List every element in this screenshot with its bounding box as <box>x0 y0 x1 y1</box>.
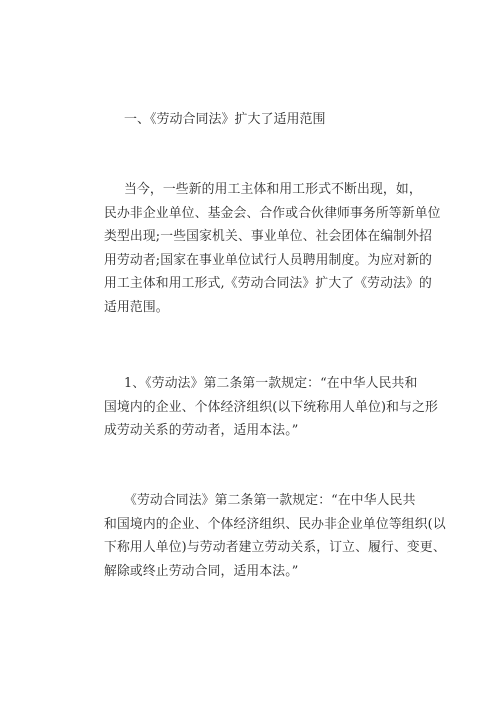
paragraph-labor-law-article <box>104 372 438 443</box>
paragraph-line: 1、《劳动法》第二条第一款规定：“在中华人民共和 <box>124 376 418 391</box>
paragraph-line: 和国境内的企业、个体经济组织、民办非企业单位等组织(以 <box>104 516 446 532</box>
section-heading: 一、《劳动合同法》扩大了适用范围 <box>124 112 326 127</box>
paragraph-line: 民办非企业单位、基金会、合作或合伙律师事务所等新单位 <box>104 205 441 221</box>
paragraph-line: 下称用人单位)与劳动者建立劳动关系，订立、履行、变更、 <box>104 540 446 555</box>
paragraph-contract-law-article <box>104 489 446 583</box>
paragraph-line: 《劳动合同法》第二条第一款规定：“在中华人民共 <box>124 493 416 508</box>
paragraph-line: 类型出现;一些国家机关、事业单位、社会团体在编制外招 <box>104 229 433 244</box>
paragraph-line: 当今，一些新的用工主体和用工形式不断出现，如， <box>124 182 422 197</box>
paragraph-line: 国境内的企业、个体经济组织(以下统称用人单位)和与之形 <box>104 399 438 415</box>
paragraph-line: 解除或终止劳动合同，适用本法。” <box>104 563 299 579</box>
paragraph-line: 成劳动关系的劳动者，适用本法。” <box>104 423 299 438</box>
paragraph-line: 用劳动者;国家在事业单位试行人员聘用制度。为应对新的 <box>104 252 433 268</box>
paragraph-line: 用工主体和用工形式,《劳动合同法》扩大了《劳动法》的 <box>104 276 432 291</box>
paragraph-line: 适用范围。 <box>104 299 169 315</box>
paragraph-scope-background <box>104 178 441 319</box>
